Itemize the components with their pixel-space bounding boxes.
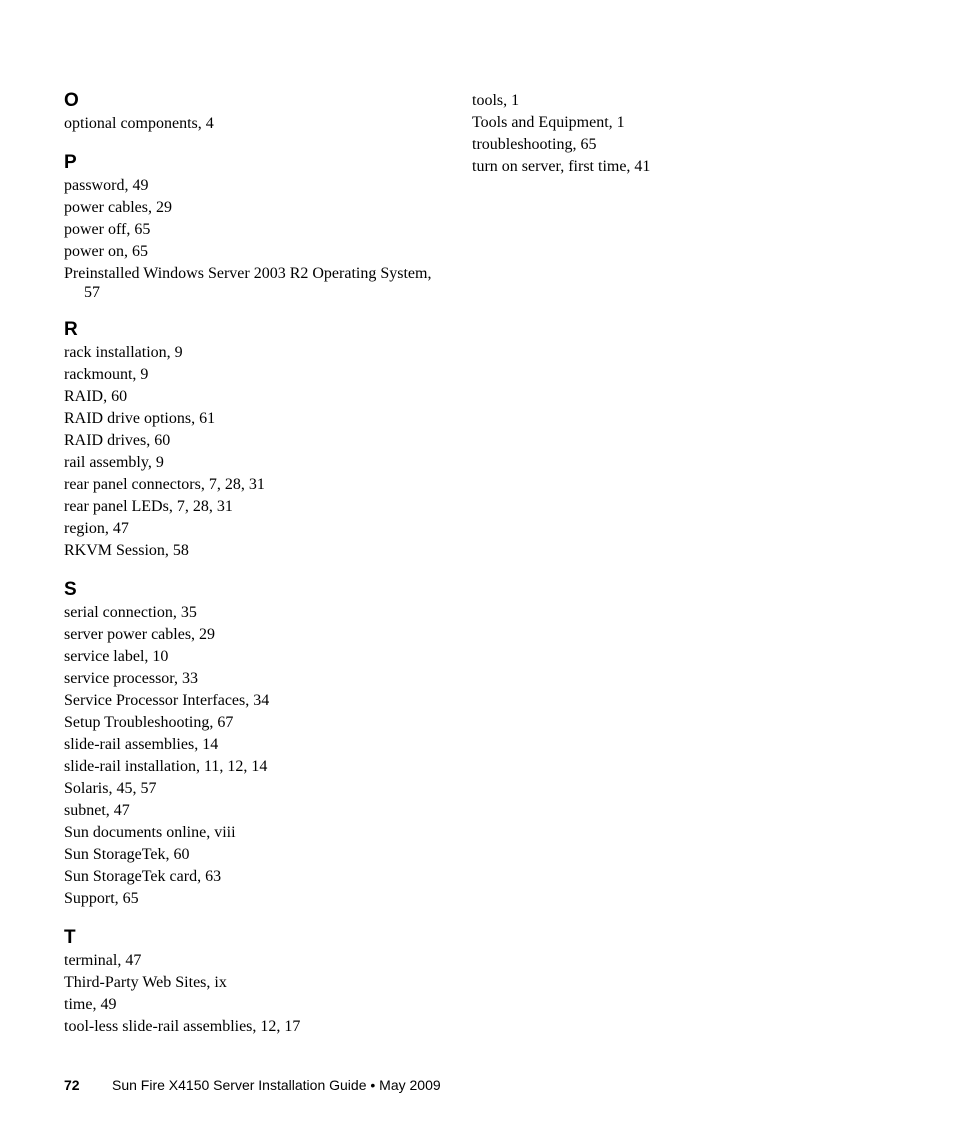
section-letter: S <box>64 579 77 600</box>
index-section-r <box>64 319 444 562</box>
index-entry: slide-rail installation, 11, 12, 14 <box>64 758 268 775</box>
index-entry: time, 49 <box>64 996 117 1013</box>
index-entry: Service Processor Interfaces, 34 <box>64 692 270 709</box>
index-entry: Setup Troubleshooting, 67 <box>64 714 234 731</box>
index-entry: rail assembly, 9 <box>64 454 164 471</box>
index-entry: Sun documents online, viii <box>64 824 236 841</box>
index-entry: power cables, 29 <box>64 199 172 216</box>
index-entry: troubleshooting, 65 <box>472 136 597 153</box>
index-entry: tools, 1 <box>472 92 520 109</box>
index-entry: power off, 65 <box>64 221 151 238</box>
index-entry: Sun StorageTek card, 63 <box>64 868 222 885</box>
index-entry: slide-rail assemblies, 14 <box>64 736 219 753</box>
section-letter: P <box>64 152 77 173</box>
index-entry: Support, 65 <box>64 890 139 907</box>
index-entry: turn on server, first time, 41 <box>472 158 651 175</box>
section-letter: O <box>64 90 79 111</box>
page-number: 72 <box>64 1077 80 1093</box>
index-entry: rack installation, 9 <box>64 344 183 361</box>
index-section-s <box>64 579 444 910</box>
index-entry: service label, 10 <box>64 648 169 665</box>
index-section-t <box>64 927 444 1038</box>
index-section-o <box>64 90 444 135</box>
section-letter: R <box>64 319 78 340</box>
index-entry: tool-less slide-rail assemblies, 12, 17 <box>64 1018 301 1035</box>
index-entry: RAID, 60 <box>64 388 128 405</box>
index-entry: terminal, 47 <box>64 952 142 969</box>
index-entry: service processor, 33 <box>64 670 198 687</box>
index-entry: rear panel LEDs, 7, 28, 31 <box>64 498 233 515</box>
index-entry: Sun StorageTek, 60 <box>64 846 190 863</box>
index-entry: subnet, 47 <box>64 802 130 819</box>
section-letter: T <box>64 927 76 948</box>
index-right-column <box>472 90 892 178</box>
index-entry: Tools and Equipment, 1 <box>472 114 625 131</box>
index-left-column <box>64 90 444 1055</box>
index-entry: server power cables, 29 <box>64 626 216 643</box>
index-entry: password, 49 <box>64 177 149 194</box>
index-entry: Third-Party Web Sites, ix <box>64 974 227 991</box>
index-entry: optional components, 4 <box>64 115 214 132</box>
index-entry: Preinstalled Windows Server 2003 R2 Operating System, 57 <box>64 265 432 301</box>
index-section-p <box>64 152 444 302</box>
index-entry: power on, 65 <box>64 243 148 260</box>
index-entry: RKVM Session, 58 <box>64 542 189 559</box>
footer-title: Sun Fire X4150 Server Installation Guide • May 2009 <box>112 1077 441 1093</box>
index-entry: rear panel connectors, 7, 28, 31 <box>64 476 265 493</box>
index-entry: serial connection, 35 <box>64 604 197 621</box>
index-entry: Solaris, 45, 57 <box>64 780 157 797</box>
page-footer <box>64 1075 441 1095</box>
index-entry: rackmount, 9 <box>64 366 149 383</box>
index-entry: RAID drive options, 61 <box>64 410 216 427</box>
index-entry: RAID drives, 60 <box>64 432 171 449</box>
index-entry: region, 47 <box>64 520 129 537</box>
